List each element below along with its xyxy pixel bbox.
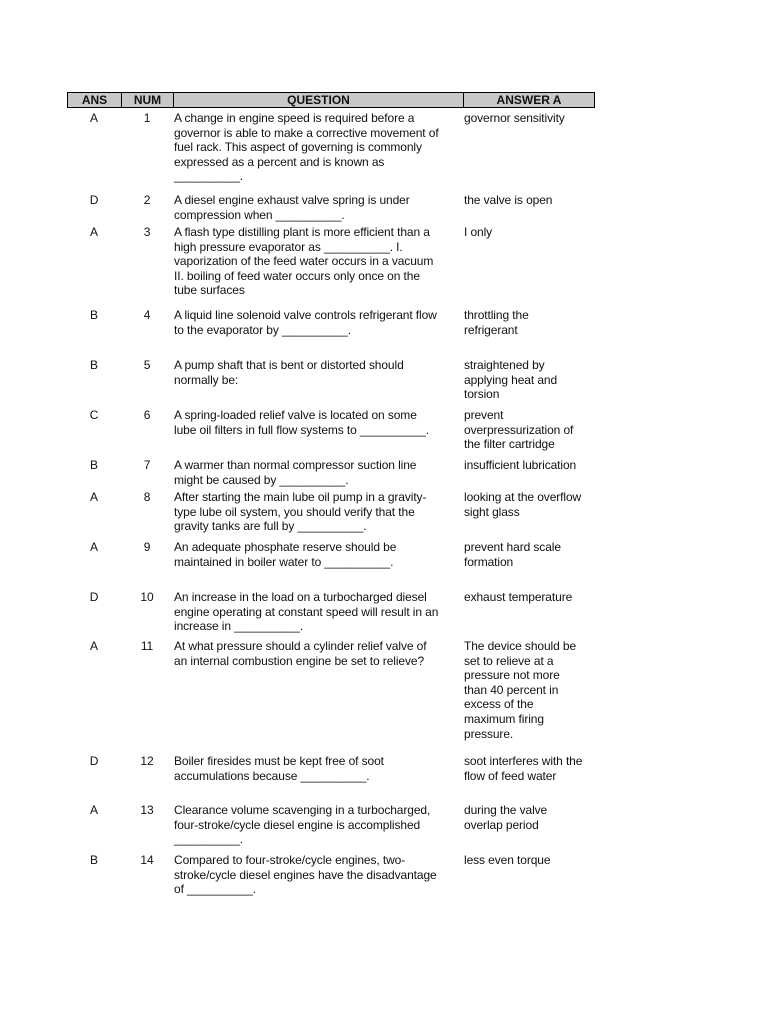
answer-letter: B <box>90 853 98 867</box>
question-text: Boiler firesides must be kept free of soot accumulations because __________. <box>174 754 384 783</box>
answer-a-text: soot interferes with the flow of feed water <box>464 754 583 783</box>
question-number: 5 <box>143 358 151 372</box>
answer-a-text: looking at the overflow sight glass <box>464 490 582 519</box>
answer-letter: C <box>89 408 99 422</box>
question-text: A diesel engine exhaust valve spring is under compression when __________. <box>174 193 410 222</box>
question-number: 3 <box>143 225 151 239</box>
answer-a-text: during the valve overlap period <box>464 803 548 832</box>
question-number: 4 <box>143 308 151 322</box>
header-num: NUM <box>122 93 174 107</box>
header-answer-a: ANSWER A <box>496 93 562 107</box>
question-number: 10 <box>140 590 154 604</box>
question-number: 9 <box>143 540 151 554</box>
question-number: 14 <box>140 853 154 867</box>
answer-a-text: insufficient lubrication <box>464 458 577 472</box>
question-text: A flash type distilling plant is more efficient than a high pressure evaporator as __________. I. vaporization of the feed water occurs in a vacuum II. boiling of feed water occurs only once on the tube surfaces <box>174 225 434 298</box>
question-number: 6 <box>143 408 151 422</box>
answer-letter: D <box>89 590 99 604</box>
answer-a-text: the valve is open <box>464 193 553 207</box>
answer-letter: B <box>90 308 98 322</box>
question-text: An adequate phosphate reserve should be maintained in boiler water to __________. <box>174 540 397 569</box>
answer-a-text: throttling the refrigerant <box>464 308 529 337</box>
answer-letter: D <box>89 193 99 207</box>
question-text: After starting the main lube oil pump in a gravity- type lube oil system, you should verify that the gravity tanks are full by __________. <box>174 490 427 534</box>
answer-letter: A <box>90 111 98 125</box>
answer-a-text: The device should be set to relieve at a pressure not more than 40 percent in excess of the maximum firing pressure. <box>464 639 577 741</box>
answer-letter: A <box>90 540 98 554</box>
answer-letter: A <box>90 803 98 817</box>
answer-a-text: exhaust temperature <box>464 590 573 604</box>
answer-letter: A <box>90 490 98 504</box>
header-question: QUESTION <box>174 93 464 107</box>
answer-letter: A <box>90 225 98 239</box>
question-text: A change in engine speed is required before a governor is able to make a corrective movement of fuel rack. This aspect of governing is commonly expressed as a percent and is known as __________. <box>174 111 439 184</box>
answer-a-text: straightened by applying heat and torsion <box>464 358 558 402</box>
header-ans: ANS <box>68 93 122 107</box>
question-number: 13 <box>140 803 154 817</box>
question-number: 12 <box>140 754 154 768</box>
answer-a-text: less even torque <box>464 853 551 867</box>
question-number: 2 <box>143 193 151 207</box>
answer-letter: B <box>90 458 98 472</box>
answer-key-table <box>67 92 595 897</box>
answer-a-text: prevent overpressurization of the filter cartridge <box>464 408 574 452</box>
answer-letter: D <box>89 754 99 768</box>
question-text: Clearance volume scavenging in a turbocharged, four-stroke/cycle diesel engine is accomplished __________. <box>174 803 431 847</box>
question-text: A spring-loaded relief valve is located on some lube oil filters in full flow systems to __________. <box>174 408 429 437</box>
question-number: 7 <box>143 458 151 472</box>
question-text: At what pressure should a cylinder relief valve of an internal combustion engine be set to relieve? <box>174 639 427 668</box>
question-text: A warmer than normal compressor suction line might be caused by __________. <box>174 458 417 487</box>
question-text: An increase in the load on a turbocharged diesel engine operating at constant speed will result in an increase in __________. <box>174 590 439 634</box>
answer-a-text: I only <box>464 225 493 239</box>
question-number: 11 <box>140 639 154 653</box>
answer-letter: B <box>90 358 98 372</box>
question-text: A liquid line solenoid valve controls refrigerant flow to the evaporator by __________. <box>174 308 437 337</box>
answer-a-text: governor sensitivity <box>464 111 565 125</box>
question-text: Compared to four-stroke/cycle engines, two- stroke/cycle diesel engines have the disadvantage of __________. <box>174 853 437 897</box>
question-number: 1 <box>143 111 151 125</box>
answer-letter: A <box>90 639 98 653</box>
answer-a-text: prevent hard scale formation <box>464 540 561 569</box>
question-number: 8 <box>143 490 151 504</box>
table-header <box>67 92 595 108</box>
question-text: A pump shaft that is bent or distorted should normally be: <box>174 358 404 387</box>
